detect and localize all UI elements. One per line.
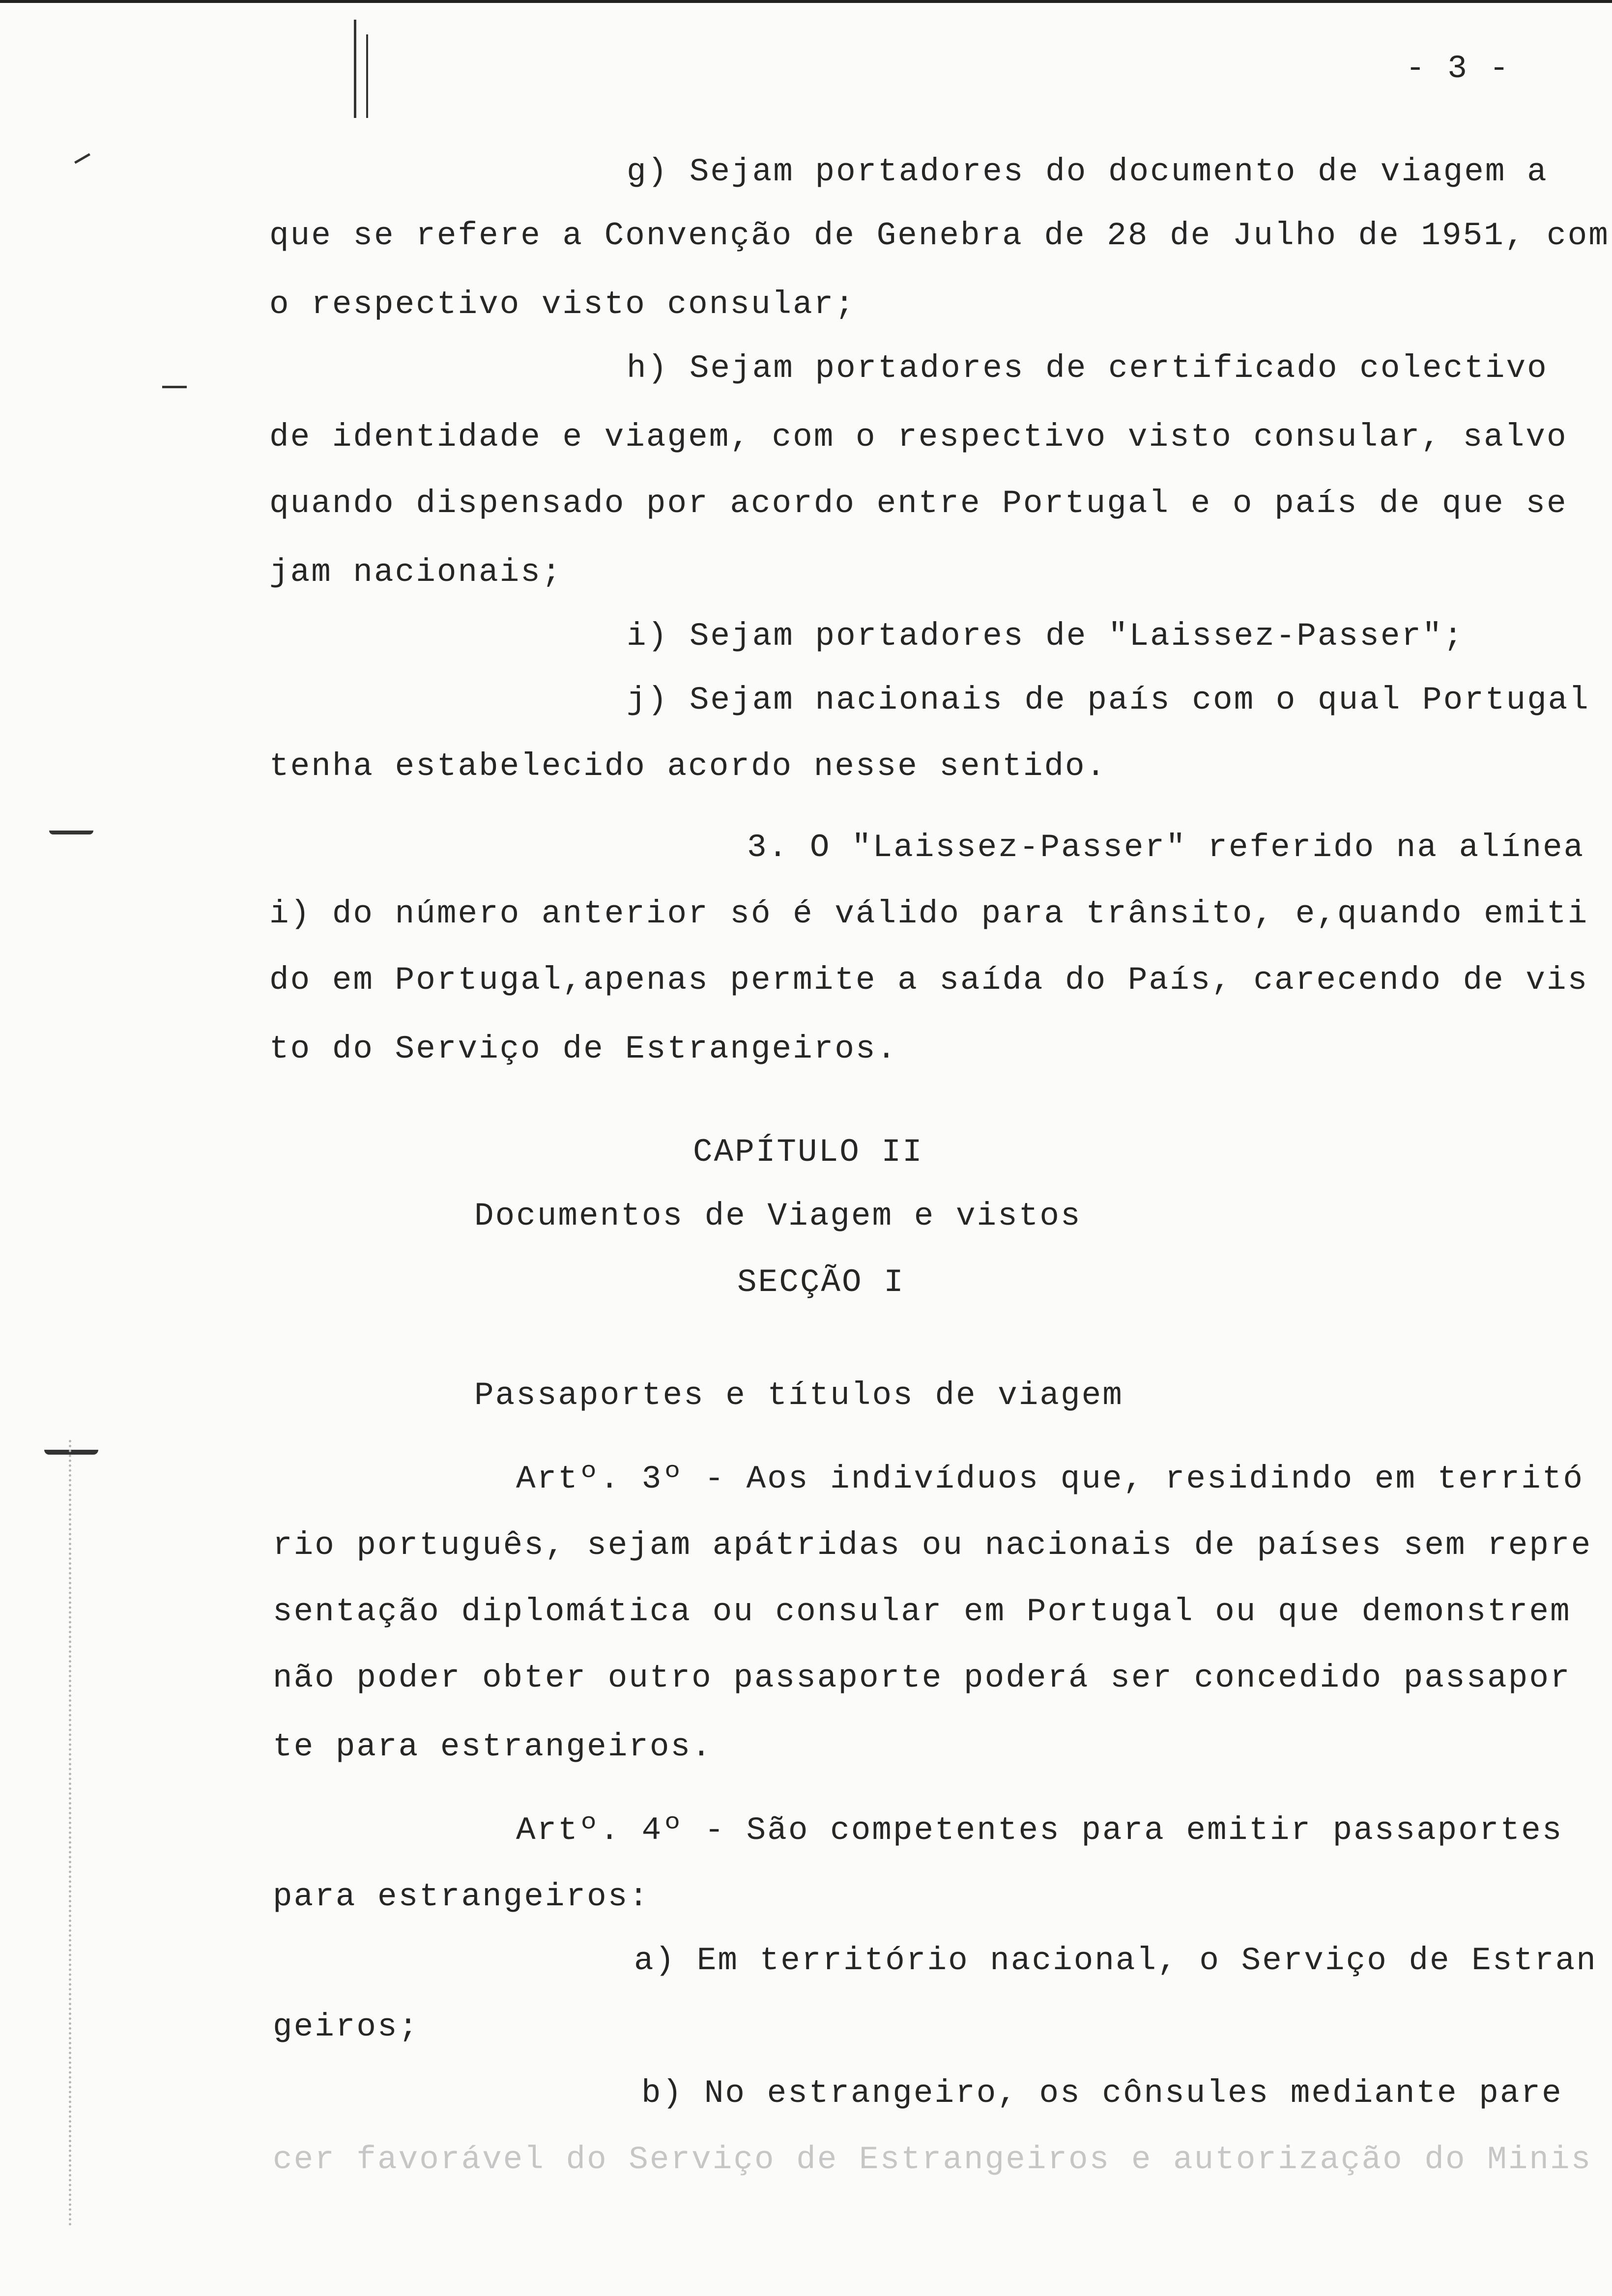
chapter-heading: CAPÍTULO II [693, 1134, 923, 1171]
item-j-line-2: tenha estabelecido acordo nesse sentido. [269, 748, 1107, 785]
margin-mark [74, 153, 90, 164]
item-h-line-2: de identidade e viagem, com o respectivo visto consular, salvo [269, 419, 1568, 456]
art-3-line-5: te para estrangeiros. [273, 1728, 713, 1765]
item-g-line-3: o respectivo visto consular; [269, 286, 856, 323]
item-h-line-3: quando dispensado por acordo entre Portugal e o país de que se [269, 485, 1568, 522]
page-number: - 3 - [1406, 50, 1511, 87]
chapter-title: Documentos de Viagem e vistos [474, 1198, 1082, 1234]
margin-mark [49, 831, 93, 834]
para-3-line-4: to do Serviço de Estrangeiros. [269, 1031, 898, 1067]
para-3-line-1: 3. O "Laissez-Passer" referido na alínea [747, 829, 1585, 866]
item-j-line-1: j) Sejam nacionais de país com o qual Portugal [627, 682, 1590, 718]
art-4-line-2: para estrangeiros: [273, 1878, 650, 1915]
art-3-line-3: sentação diplomática ou consular em Portugal ou que demonstrem [273, 1593, 1571, 1630]
item-g-line-2: que se refere a Convenção de Genebra de 28 de Julho de 1951, com [269, 217, 1610, 254]
margin-mark [354, 20, 356, 118]
para-3-line-2: i) do número anterior só é válido para trânsito, e,quando emiti [269, 895, 1589, 932]
item-i-line-1: i) Sejam portadores de "Laissez-Passer"; [627, 618, 1465, 655]
margin-mark [366, 34, 368, 118]
item-h-line-1: h) Sejam portadores de certificado colectivo [627, 350, 1548, 387]
art-4a-line-2: geiros; [273, 2009, 420, 2045]
art-3-line-4: não poder obter outro passaporte poderá ser concedido passapor [273, 1660, 1571, 1696]
section-title: Passaportes e títulos de viagem [474, 1377, 1123, 1414]
art-4b-line-1: b) No estrangeiro, os cônsules mediante pare [641, 2075, 1563, 2112]
top-border [0, 0, 1612, 3]
item-g-line-1: g) Sejam portadores do documento de viagem a [627, 153, 1548, 190]
art-3-line-1: Artº. 3º - Aos indivíduos que, residindo em territó [516, 1461, 1584, 1497]
item-h-line-4: jam nacionais; [269, 554, 563, 591]
art-4-line-1: Artº. 4º - São competentes para emitir passaportes [516, 1812, 1563, 1849]
section-heading: SECÇÃO I [737, 1264, 905, 1301]
art-3-line-2: rio português, sejam apátridas ou nacionais de países sem repre [273, 1527, 1592, 1564]
punch-hole-dots [69, 1440, 75, 2226]
art-4b-line-2: cer favorável do Serviço de Estrangeiros e autorização do Minis [273, 2141, 1592, 2178]
art-4a-line-1: a) Em território nacional, o Serviço de Estran [634, 1942, 1597, 1979]
margin-mark [162, 386, 187, 388]
para-3-line-3: do em Portugal,apenas permite a saída do País, carecendo de vis [269, 962, 1589, 999]
